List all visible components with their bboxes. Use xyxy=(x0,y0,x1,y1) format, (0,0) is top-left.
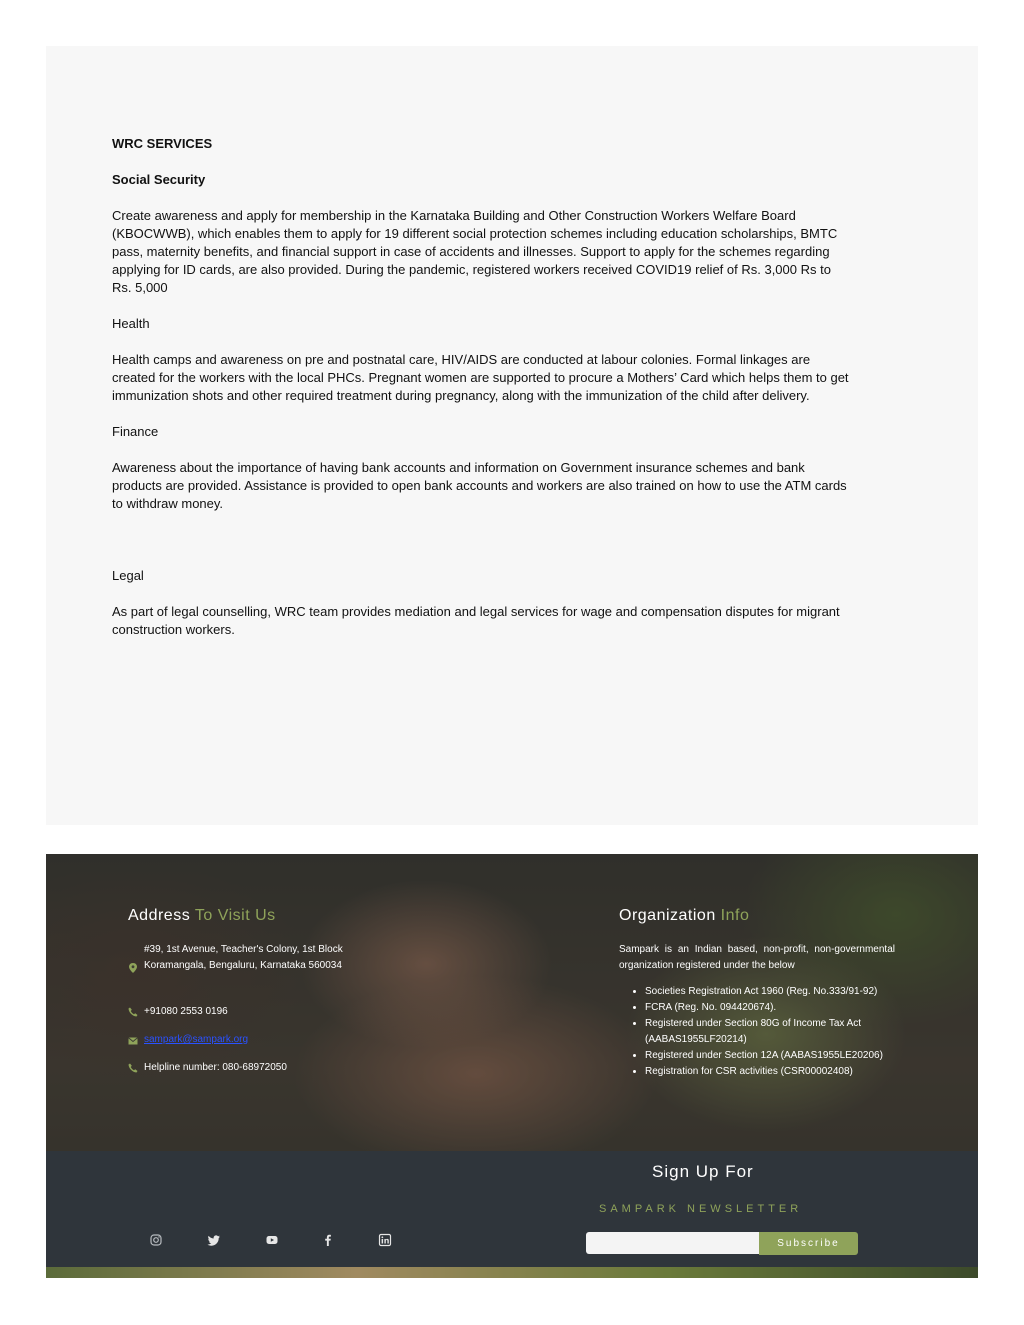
org-registration-item: • Registration for CSR activities (CSR00002408) xyxy=(645,1064,935,1080)
org-registration-item: • Registered under Section 12A (AABAS1955LE20206) xyxy=(645,1048,935,1064)
address-title xyxy=(128,907,276,925)
section-text-legal: As part of legal counselling, WRC team provides mediation and legal services for wage and compensation disputes for migrant construction workers. xyxy=(112,604,840,637)
org-registration-item: • Registered under Section 80G of Income Tax Act (AABAS1955LF20214) xyxy=(645,1016,935,1048)
footer xyxy=(46,854,978,1278)
location-pin-icon xyxy=(128,963,138,973)
signup-title: Sign Up For xyxy=(652,1162,754,1181)
address-title-main: Address xyxy=(128,907,191,924)
twitter-icon[interactable] xyxy=(207,1233,221,1247)
mail-icon xyxy=(128,1036,138,1046)
helpline-number: Helpline number: 080-68972050 xyxy=(144,1062,287,1073)
content-card xyxy=(46,46,978,825)
section-title-finance: Finance xyxy=(112,424,159,439)
section-title-health: Health xyxy=(112,316,150,331)
section-text-social-security: Create awareness and apply for membership in the Karnataka Building and Other Construction Workers Welfare Board (KBOCWWB), which enables them to apply for 19 different social protection schemes including education scholarships, BMTC pass, maternity benefits, and financial support in case of accidents and illnesses. Support to apply for the schemes regarding applying for ID cards, are also provided. During the pandemic, registered workers received COVID19 relief of Rs. 3,000 Rs to Rs. 5,000 xyxy=(112,208,838,295)
org-title-main: Organization xyxy=(619,907,716,924)
linkedin-icon[interactable] xyxy=(378,1233,392,1247)
youtube-icon[interactable] xyxy=(265,1233,279,1247)
page-heading: WRC SERVICES xyxy=(112,136,213,151)
org-title xyxy=(619,907,749,925)
phone-icon xyxy=(128,1007,138,1017)
footer-image-strip xyxy=(46,1267,978,1278)
address-text: #39, 1st Avenue, Teacher's Colony, 1st Block Koramangala, Bengaluru, Karnataka 560034 xyxy=(144,944,343,971)
phone-number: +91080 2553 0196 xyxy=(144,1006,228,1017)
org-registration-list xyxy=(619,984,935,1080)
section-text-finance: Awareness about the importance of having bank accounts and information on Government insurance schemes and bank products are provided. Assistance is provided to open bank accounts and workers are also trained on how to use the ATM cards to withdraw money. xyxy=(112,460,847,511)
email-link[interactable]: sampark@sampark.org xyxy=(144,1034,249,1045)
newsletter-subtitle: SAMPARK NEWSLETTER xyxy=(599,1203,803,1215)
org-description: Sampark is an Indian based, non-profit, non-governmental organization registered under the below xyxy=(619,944,895,971)
org-registration-item: • FCRA (Reg. No. 094420674). xyxy=(645,1000,935,1016)
section-title-social-security: Social Security xyxy=(112,172,206,187)
section-title-legal: Legal xyxy=(112,568,144,583)
instagram-icon[interactable] xyxy=(149,1233,163,1247)
org-title-accent: Info xyxy=(720,907,750,924)
spacer xyxy=(112,531,852,567)
facebook-icon[interactable] xyxy=(321,1233,335,1247)
org-registration-item: • Societies Registration Act 1960 (Reg. No.333/91-92) xyxy=(645,984,935,1000)
helpline-phone-icon xyxy=(128,1063,138,1073)
address-title-accent: To Visit Us xyxy=(194,907,276,924)
subscribe-button[interactable]: Subscribe xyxy=(759,1232,858,1255)
section-text-health: Health camps and awareness on pre and postnatal care, HIV/AIDS are conducted at labour colonies. Formal linkages are created for the workers with the local PHCs. Pregnant women are supported to procure a Mothers’ Card which helps them to get immunization shots and other required treatment during pregnancy, along with the immunization of the child after delivery. xyxy=(112,352,849,403)
newsletter-email-input[interactable] xyxy=(586,1232,770,1254)
content-body xyxy=(112,135,852,657)
